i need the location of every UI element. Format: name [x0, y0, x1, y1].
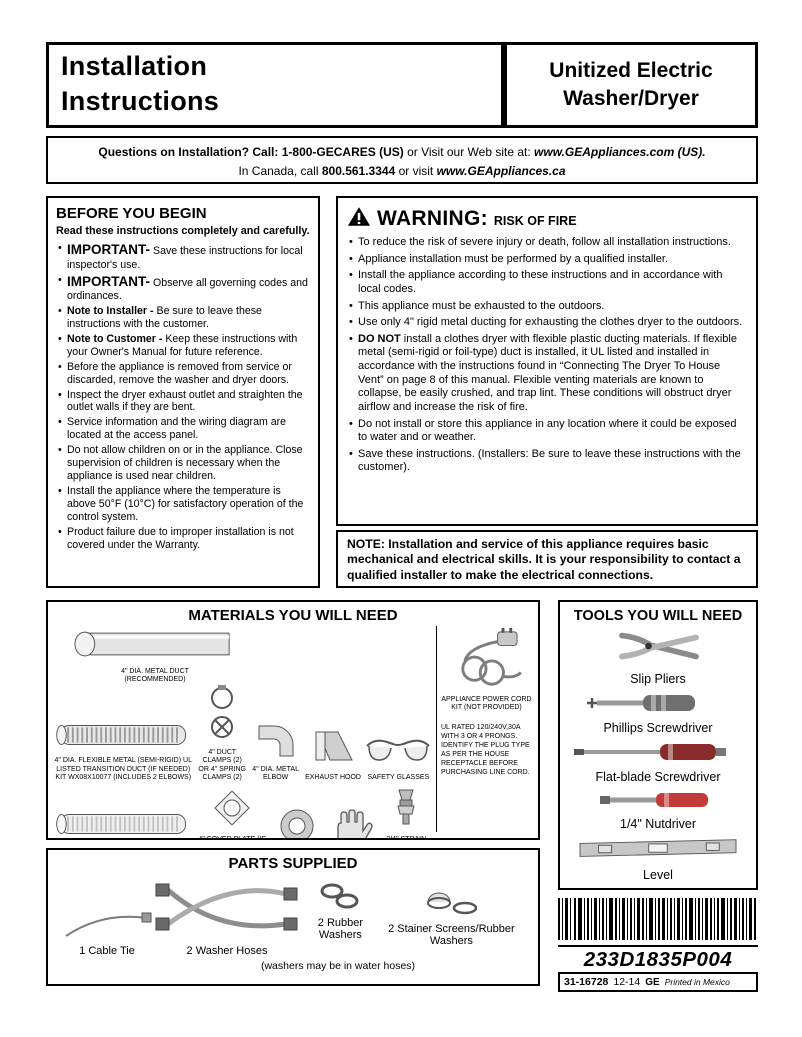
materials-section [46, 600, 540, 840]
tool-item-nutdriver [564, 789, 752, 831]
before-you-begin-section [46, 196, 320, 588]
part-item-strainer-screens [379, 884, 524, 957]
warning-item-text: Do not install or store this appliance in any location where it could be exposed to water and or weather. [358, 417, 737, 444]
before-item [56, 485, 310, 524]
tools-title: TOOLS YOU WILL NEED [573, 608, 743, 624]
materials-grid [48, 626, 436, 840]
parts-row [48, 872, 538, 957]
tool-item-phillips-screwdriver [564, 691, 752, 735]
warning-item [347, 418, 747, 445]
metal-duct-icon [71, 626, 239, 667]
materials-power-cord-column [436, 626, 536, 832]
product-title [504, 42, 758, 128]
warning-item-prefix: DO NOT [358, 332, 401, 345]
parts-title: PARTS SUPPLIED [228, 855, 358, 872]
warning-item [347, 448, 747, 475]
tool-item-flat-blade-screwdriver [564, 740, 752, 784]
doc-number: 31-16728 [564, 976, 609, 988]
foil-duct-icon [52, 809, 194, 840]
contact-website-ca: www.GEAppliances.ca [436, 163, 566, 178]
materials-ul-note: UL RATED 120/240V,30A WITH 3 OR 4 PRONGS. IDENTIFY THE PLUG TYPE AS PER THE HOUSE RECEPTACLE BEFORE PURCHASING LINE CORD. [441, 723, 530, 777]
warning-title: WARNING: [377, 207, 488, 230]
warning-item [347, 316, 747, 330]
warning-item-text: Use only 4" rigid metal ducting for exhausting the clothes dryer to the outdoors. [358, 316, 743, 329]
warning-header [347, 204, 747, 232]
strain-relief-icon [391, 786, 421, 835]
tool-item-level [564, 836, 752, 882]
warning-section [336, 196, 758, 526]
before-item-text: Save these instructions for local inspector's use. [67, 245, 303, 271]
tool-item-slip-pliers [564, 628, 752, 686]
materials-label: EXHAUST HOOD [305, 773, 361, 781]
footer [558, 898, 758, 992]
materials-row-2 [50, 685, 434, 783]
warning-item-text: This appliance must be exhausted to the outdoors. [358, 299, 605, 312]
warning-item-text: To reduce the risk of severe injury or death, follow all installation instructions. [358, 236, 731, 249]
semi-rigid-duct-icon [52, 719, 194, 756]
metal-elbow-icon [255, 718, 297, 765]
doc-title [46, 42, 504, 128]
materials-item-metal-duct [50, 626, 260, 685]
tool-label: 1/4" Nutdriver [620, 817, 696, 831]
materials-item-exhaust-hood [303, 726, 362, 782]
part-item-washer-hoses [152, 876, 302, 957]
strainer-screens-icon [420, 884, 482, 921]
doc-title-line1: Installation [61, 51, 208, 81]
before-item-prefix: Note to Installer - [67, 305, 154, 318]
materials-item-semi-rigid-duct [50, 719, 196, 782]
safety-glasses-icon [365, 734, 431, 773]
warning-item [347, 236, 747, 250]
parts-supplied-section [46, 848, 540, 986]
barcode-icon [558, 927, 758, 944]
duct-clamps-icon [202, 685, 242, 748]
part-label: 2 Rubber Washers [317, 917, 364, 941]
part-label: 2 Stainer Screens/Rubber Washers [388, 923, 515, 947]
parts-note: (washers may be in water hoses) [260, 960, 416, 972]
materials-item-foil-duct [50, 809, 196, 840]
tool-label: Level [643, 868, 673, 882]
part-item-cable-tie [62, 908, 152, 957]
materials-body [48, 626, 538, 840]
cable-tie-icon [62, 908, 152, 943]
before-item-prefix: IMPORTANT- [67, 242, 150, 258]
materials-label: 4" DIA. METAL ELBOW [252, 765, 299, 781]
before-item [56, 416, 310, 442]
materials-label: 3/4" STRAIN [386, 836, 427, 840]
contact-bar [46, 136, 758, 184]
product-title-line1: Unitized Electric [549, 58, 713, 82]
contact-line2-pre: In Canada, call [238, 163, 322, 178]
materials-label: 4" DIA. FLEXIBLE METAL (SEMI-RIGID) UL LISTED TRANSITION DUCT (IF NEEDED) KIT WX08X10077 (INCLUDES 2 ELBOWS) [54, 757, 192, 781]
part-label: 1 Cable Tie [79, 945, 135, 957]
before-item-text: Keep these instructions with your Owner's Manual for future reference. [67, 332, 298, 358]
exhaust-hood-icon [310, 726, 356, 773]
warning-icon [347, 206, 371, 232]
before-item-text: Before the appliance is removed from service or discarded, remove the washer and dryer doors. [67, 360, 292, 386]
before-title: BEFORE YOU BEGIN [56, 205, 207, 222]
part-number: 233D1835P004 [558, 945, 758, 972]
before-item [56, 444, 310, 483]
contact-line1-mid: or Visit our Web site at: [403, 145, 535, 159]
date-code: 12-14 [613, 976, 641, 988]
rubber-washers-icon [314, 880, 366, 915]
warning-item-text: install a clothes dryer with flexible plastic ducting materials. If flexible metal (semi-rigid or foil-type) duct is installed, it UL listed and installed in accordance with the instructions found in “Connecting The Dryer To House Vent” on page 8 of this manual. Flexible venting materials are known to collapse, be easily crushed, and trap lint. These conditions will obstruct dryer airflow and increase the risk of fire. [358, 332, 737, 413]
before-item-text: Service information and the wiring diagram are located at the access panel. [67, 416, 287, 442]
before-item-text: Product failure due to improper installation is not covered under the Warranty. [67, 525, 294, 551]
materials-item-power-cord [441, 628, 532, 713]
warning-subtitle: RISK OF FIRE [493, 214, 577, 228]
before-item-text: Install the appliance where the temperature is above 50°F (10°C) for satisfactory operation of the control system. [67, 485, 304, 523]
materials-row-1 [50, 626, 434, 685]
before-item-text: Observe all governing codes and ordinances. [67, 276, 308, 303]
product-title-line2: Washer/Dryer [563, 87, 699, 110]
doc-title-line2: Instructions [61, 86, 220, 117]
before-subtitle: Read these instructions completely and carefully. [56, 225, 310, 238]
before-item-text: Do not allow children on or in the appliance. Close supervision of children is necessary when the appliance is used near children. [67, 444, 303, 483]
tool-label: Flat-blade Screwdriver [595, 770, 721, 784]
footer-info-strip [558, 972, 758, 992]
cover-plate-icon [210, 786, 254, 835]
slip-pliers-icon [612, 628, 704, 671]
materials-item-duct-clamps [196, 685, 247, 783]
materials-label: 4" DUCT CLAMPS (2) OR 4" SPRING CLAMPS (2) [198, 748, 246, 781]
materials-label: 4" DIA. METAL DUCT (RECOMMENDED) [121, 668, 189, 684]
materials-label: SAFETY GLASSES [367, 773, 430, 781]
nutdriver-icon [598, 789, 718, 816]
contact-phone-ca: 800.561.3344 [321, 163, 396, 178]
tools-section [558, 600, 758, 890]
materials-item-metal-elbow [248, 718, 303, 783]
before-item-text: Inspect the dryer exhaust outlet and straighten the outlet walls if they are bent. [67, 388, 303, 414]
before-item [56, 333, 310, 359]
washer-hoses-icon [152, 876, 302, 943]
part-item-rubber-washers [302, 880, 379, 957]
materials-item-duct-tape [268, 805, 323, 840]
contact-website-us: www.GEAppliances.com (US). [534, 145, 706, 159]
materials-title: MATERIALS YOU WILL NEED [188, 607, 398, 624]
materials-item-strain-relief [379, 786, 434, 840]
printed-in: Printed in Mexico [664, 977, 730, 987]
before-item [56, 526, 310, 552]
part-label: 2 Washer Hoses [186, 945, 268, 957]
warning-item-text: Appliance installation must be performed by a qualified installer. [358, 252, 669, 265]
warning-item-text: Install the appliance according to these instructions and in accordance with local codes. [358, 269, 723, 295]
before-item-text: Be sure to leave these instructions with the customer. [67, 305, 262, 330]
installer-note: NOTE: Installation and service of this appliance requires basic mechanical and electrical skills. It is your responsibility to contact a qualified installer to make the electrical connections. [336, 530, 758, 588]
level-icon [568, 836, 748, 867]
before-item [56, 361, 310, 387]
before-item [56, 274, 310, 303]
contact-line2-mid: or visit [395, 163, 437, 178]
warning-item-text: Save these instructions. (Installers: Be sure to leave these instructions with the customer). [358, 447, 741, 474]
materials-item-gloves [323, 805, 378, 840]
before-item [56, 305, 310, 331]
warning-item [347, 253, 747, 267]
materials-item-safety-glasses [363, 734, 434, 782]
materials-item-cover-plate [196, 786, 267, 840]
tool-label: Phillips Screwdriver [603, 721, 713, 735]
contact-phone-us: Questions on Installation? Call: 1-800-GECARES (US) [98, 145, 404, 159]
materials-row-3 [50, 786, 434, 840]
warning-item [347, 269, 747, 296]
before-item [56, 242, 310, 271]
phillips-screwdriver-icon [583, 691, 733, 720]
contact-line2 [48, 162, 756, 181]
contact-line1 [48, 143, 756, 162]
duct-tape-icon [271, 805, 319, 840]
flat-blade-screwdriver-icon [572, 740, 744, 769]
materials-label: APPLIANCE POWER CORD KIT (NOT PROVIDED) [441, 696, 532, 712]
tool-label: Slip Pliers [630, 672, 686, 686]
before-item-prefix: Note to Customer - [67, 332, 163, 345]
before-item [56, 389, 310, 415]
before-item-prefix: IMPORTANT- [67, 273, 150, 289]
power-cord-icon [448, 628, 526, 695]
warning-item [347, 300, 747, 314]
gloves-icon [328, 805, 374, 840]
brand-mark: GE [645, 977, 660, 988]
warning-item [347, 333, 747, 415]
materials-label: 4" COVER PLATE (IF [198, 836, 266, 840]
